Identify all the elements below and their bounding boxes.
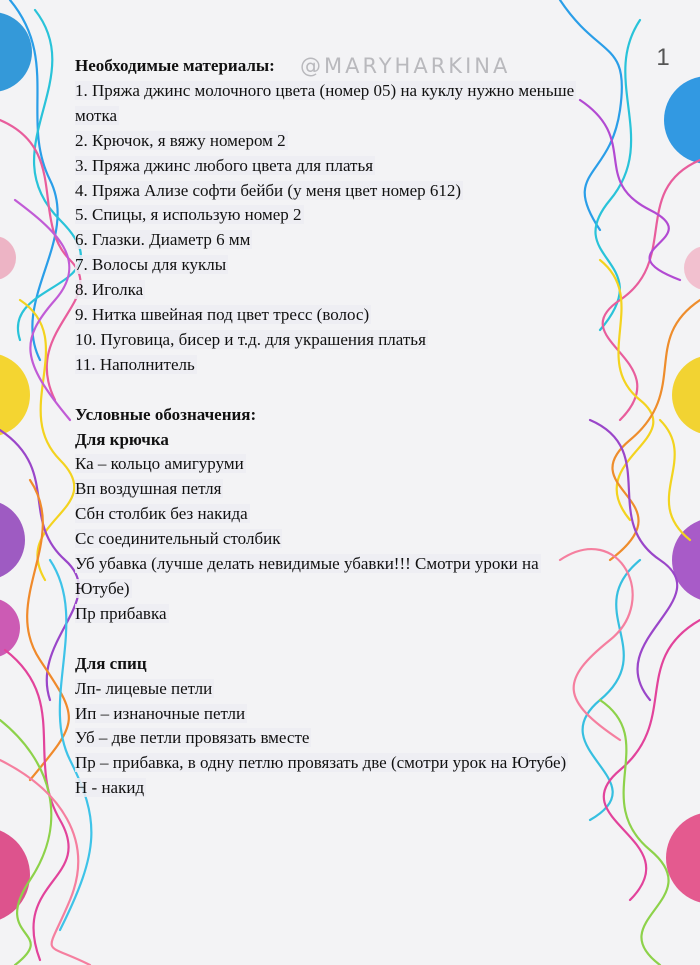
crochet-heading: Для крючка xyxy=(75,429,169,449)
crochet-item: Ютубе) xyxy=(75,579,130,599)
knitting-item: Лп- лицевые петли xyxy=(75,678,213,698)
materials-item: 5. Спицы, я использую номер 2 xyxy=(75,205,302,225)
materials-item: 7. Волосы для куклы xyxy=(75,255,227,275)
materials-item: 1. Пряжа джинс молочного цвета (номер 05) на куклу нужно меньше xyxy=(75,80,575,100)
materials-item: мотка xyxy=(75,105,118,125)
legend-heading: Условные обозначения: xyxy=(75,404,257,424)
materials-item: 3. Пряжа джинс любого цвета для платья xyxy=(75,155,374,175)
materials-item: 4. Пряжа Ализе софти бейби (у меня цвет номер 612) xyxy=(75,180,462,200)
knitting-item: Ип – изнаночные петли xyxy=(75,703,246,723)
materials-item: 10. Пуговица, бисер и т.д. для украшения платья xyxy=(75,329,426,349)
crochet-item: Сбн столбик без накида xyxy=(75,504,248,524)
materials-item: 2. Крючок, я вяжу номером 2 xyxy=(75,130,286,150)
crochet-item: Пр прибавка xyxy=(75,603,167,623)
materials-item: 6. Глазки. Диаметр 6 мм xyxy=(75,230,251,250)
knitting-heading: Для спиц xyxy=(75,653,147,673)
materials-heading: Необходимые материалы: xyxy=(75,56,275,75)
materials-item: 9. Нитка швейная под цвет тресс (волос) xyxy=(75,305,370,325)
knitting-item: Н - накид xyxy=(75,778,145,798)
knitting-item: Уб – две петли провязать вместе xyxy=(75,728,310,748)
crochet-item: Ка – кольцо амигуруми xyxy=(75,454,244,474)
watermark-text: @MARYHARKINA xyxy=(300,54,511,78)
knitting-item: Пр – прибавка, в одну петлю провязать две (смотри урок на Ютубе) xyxy=(75,753,567,773)
crochet-item: Вп воздушная петля xyxy=(75,479,222,499)
materials-item: 11. Наполнитель xyxy=(75,354,195,374)
document-body xyxy=(75,54,635,801)
materials-item: 8. Иголка xyxy=(75,280,144,300)
page-number: 1 xyxy=(656,44,670,71)
crochet-item: Уб убавка (лучше делать невидимые убавки!!! Смотри уроки на xyxy=(75,554,539,574)
crochet-item: Сс соединительный столбик xyxy=(75,529,281,549)
